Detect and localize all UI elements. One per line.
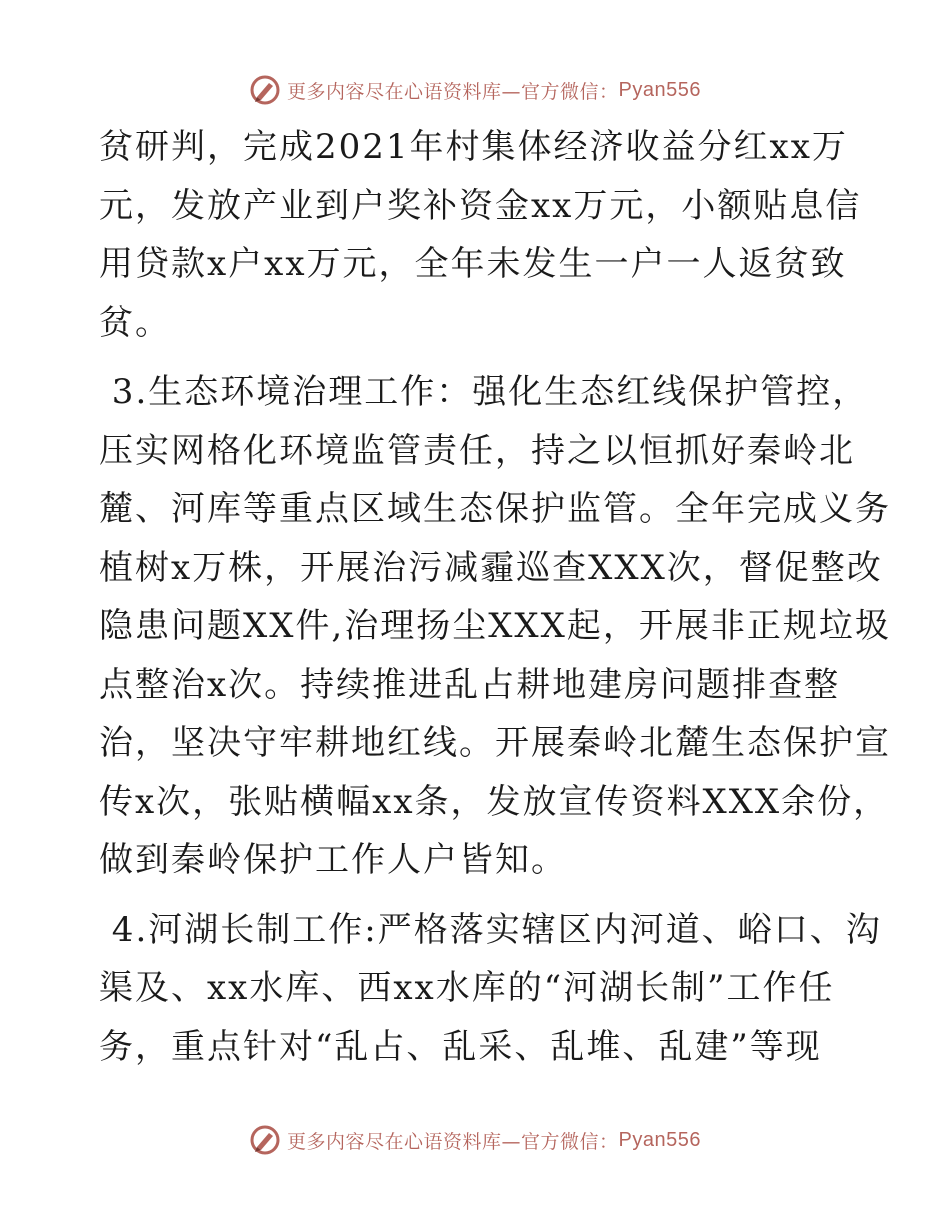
text-line: 隐患问题XX件,治理扬尘XXX起，开展非正规垃圾 [99,606,891,646]
text-line: 4.河湖长制工作:严格落实辖区内河道、峪口、沟 [99,909,882,950]
watermark-text: 更多内容尽在心语资料库—官方微信： [287,80,619,103]
text-line: 务，重点针对“乱占、乱采、乱堆、乱建”等现 [99,1026,822,1067]
text-line: 点整治x次。持续推进乱占耕地建房问题排查整 [99,664,841,705]
watermark-footer [0,1120,950,1160]
text-line: 渠及、xx水库、西xx水库的“河湖长制”工作任 [99,968,835,1008]
document-body [99,118,891,1076]
paragraph-3 [99,901,882,1077]
paragraph-2 [99,363,891,890]
text-line: 做到秦岭保护工作人户皆知。 [99,840,567,880]
text-line: 3.生态环境治理工作：强化生态红线保护管控， [99,372,869,412]
pen-logo-icon [249,74,281,106]
paragraph-1 [99,118,862,352]
text-line: 贫研判，完成2021年村集体经济收益分红xx万 [99,127,848,167]
text-line: 治，坚决守牢耕地红线。开展秦岭北麓生态保护宣 [99,723,891,763]
text-line: 植树x万株，开展治污减霾巡查XXX次，督促整改 [99,547,883,588]
text-line: 用贷款x户xx万元，全年未发生一户一人返贫致 [99,244,847,284]
watermark-handle: Pyan556 [618,78,701,101]
watermark-header [0,70,950,110]
watermark-text: 更多内容尽在心语资料库—官方微信： [287,1130,619,1153]
pen-logo-icon [249,1124,281,1156]
text-line: 麓、河库等重点区域生态保护监管。全年完成义务 [99,489,891,529]
watermark-handle: Pyan556 [618,1128,701,1151]
text-line: 元，发放产业到户奖补资金xx万元，小额贴息信 [99,185,862,226]
text-line: 压实网格化环境监管责任，持之以恒抓好秦岭北 [99,430,855,471]
text-line: 贫。 [99,302,171,343]
text-line: 传x次，张贴横幅xx条，发放宣传资料XXX余份， [99,781,890,822]
